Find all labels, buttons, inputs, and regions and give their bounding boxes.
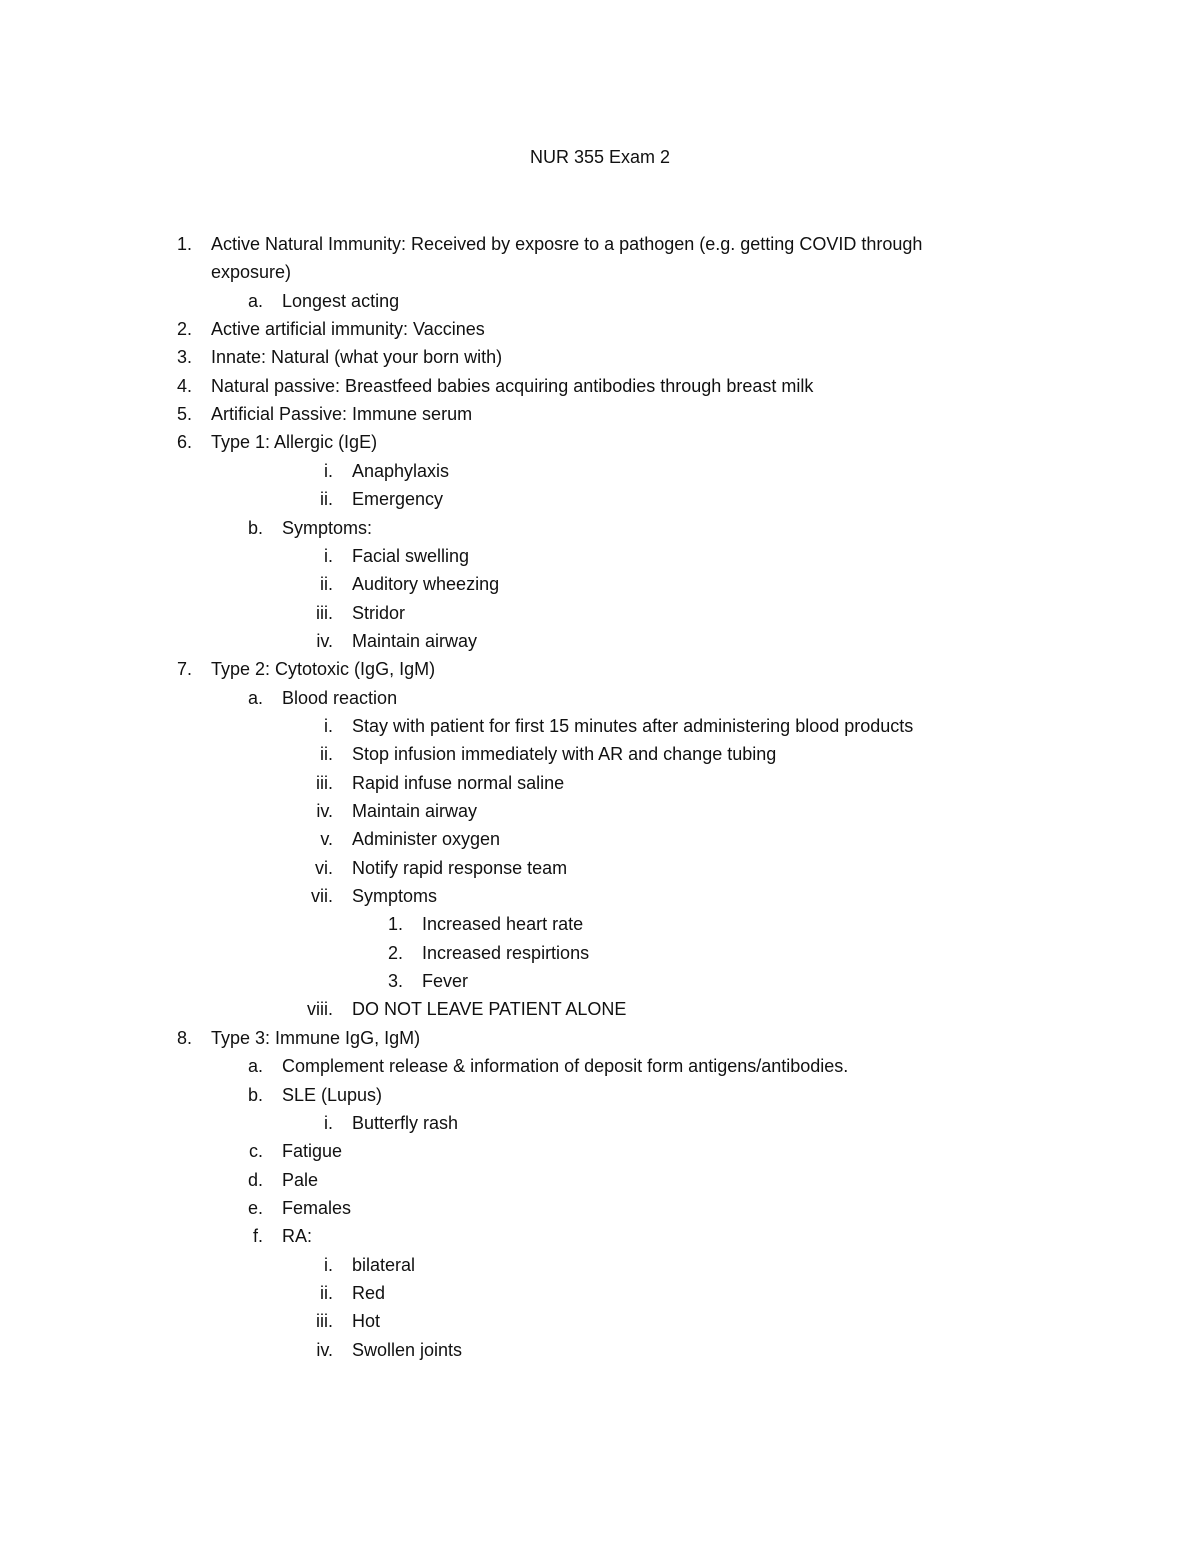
outline-text: DO NOT LEAVE PATIENT ALONE xyxy=(352,999,627,1020)
outline-item xyxy=(0,684,1200,712)
outline-text: Rapid infuse normal saline xyxy=(352,772,565,793)
outline-text: Natural passive: Breastfeed babies acquiring antibodies through breast milk xyxy=(211,375,814,396)
outline-marker: a. xyxy=(247,1056,263,1077)
outline-item xyxy=(0,1251,1200,1279)
outline-marker: 3. xyxy=(176,347,192,368)
outline-marker: iv. xyxy=(316,801,333,821)
outline-marker: 2. xyxy=(176,319,192,340)
outline-marker: a. xyxy=(247,687,263,708)
outline-item xyxy=(0,457,1200,485)
outline-text: Longest acting xyxy=(282,290,400,311)
outline-marker: iii. xyxy=(316,602,333,623)
outline-marker: iv. xyxy=(316,630,333,651)
outline-item xyxy=(0,343,1200,371)
outline-item xyxy=(0,1137,1200,1165)
outline-item xyxy=(0,372,1200,400)
outline-text: Females xyxy=(282,1197,352,1218)
outline-marker: iv. xyxy=(316,1339,333,1360)
outline-item xyxy=(0,740,1200,768)
outline-text: Complement release & information of deposit form antigens/antibodies. xyxy=(282,1056,849,1077)
outline-text: Type 1: Allergic (IgE) xyxy=(211,432,378,453)
outline-text: Symptoms: xyxy=(282,517,373,538)
document-title: NUR 355 Exam 2 xyxy=(529,147,671,167)
outline-text: Facial swelling xyxy=(352,545,470,566)
outline-text: Increased respirtions xyxy=(422,942,590,963)
outline-text: Stay with patient for first 15 minutes after administering blood products xyxy=(352,715,914,736)
outline-text: Innate: Natural (what your born with) xyxy=(211,347,503,368)
outline-marker: v. xyxy=(320,829,333,850)
outline-text: Butterfly rash xyxy=(352,1112,459,1133)
outline-text: Maintain airway xyxy=(352,801,478,821)
outline-item xyxy=(0,428,1200,456)
outline-text: exposure) xyxy=(211,262,292,283)
outline-item xyxy=(0,1166,1200,1194)
outline-text: Red xyxy=(352,1282,386,1303)
outline-marker: vii. xyxy=(311,886,333,907)
outline-marker: 1. xyxy=(387,914,403,935)
outline-marker: e. xyxy=(247,1197,263,1218)
outline-item xyxy=(0,570,1200,598)
outline-text: Fever xyxy=(422,971,469,992)
outline-marker: iii. xyxy=(316,1311,333,1332)
outline-item xyxy=(0,1081,1200,1109)
outline-item xyxy=(0,967,1200,995)
outline-item xyxy=(0,1279,1200,1307)
outline-item xyxy=(0,514,1200,542)
outline-item xyxy=(0,1052,1200,1080)
outline-marker: 7. xyxy=(176,659,192,680)
outline-item xyxy=(0,995,1200,1023)
outline-item xyxy=(0,712,1200,740)
outline-text: Swollen joints xyxy=(352,1339,463,1360)
outline-marker: vi. xyxy=(315,857,333,878)
outline-marker: f. xyxy=(252,1226,263,1247)
outline-item xyxy=(0,939,1200,967)
outline-marker: d. xyxy=(247,1169,263,1190)
outline-item xyxy=(0,315,1200,343)
outline-item xyxy=(0,485,1200,513)
outline-marker: i. xyxy=(324,1112,333,1133)
outline-item xyxy=(0,1109,1200,1137)
outline-item xyxy=(0,797,1200,825)
outline-text: Blood reaction xyxy=(282,687,398,708)
outline-marker: ii. xyxy=(320,489,333,510)
outline-text: Type 3: Immune IgG, IgM) xyxy=(211,1027,421,1048)
outline-marker: i. xyxy=(324,1254,333,1275)
outline-marker: viii. xyxy=(307,999,333,1020)
outline-text: Active Natural Immunity: Received by exposre to a pathogen (e.g. getting COVID through xyxy=(211,234,923,254)
outline-text: Fatigue xyxy=(282,1141,343,1162)
outline-item xyxy=(0,1222,1200,1250)
outline-item xyxy=(0,1024,1200,1052)
outline-text: Active artificial immunity: Vaccines xyxy=(211,319,485,340)
outline-marker: 5. xyxy=(176,404,192,425)
outline-marker: b. xyxy=(247,517,263,538)
outline-text: SLE (Lupus) xyxy=(282,1084,383,1105)
outline-item xyxy=(0,825,1200,853)
outline-text: Increased heart rate xyxy=(422,914,584,935)
outline-item xyxy=(0,882,1200,910)
outline-item xyxy=(0,542,1200,570)
outline-text: bilateral xyxy=(352,1254,416,1275)
outline-marker: ii. xyxy=(320,744,333,765)
outline-marker: iii. xyxy=(316,772,333,793)
outline-text: Stridor xyxy=(352,602,406,623)
outline-item xyxy=(0,910,1200,938)
outline-marker: i. xyxy=(324,545,333,566)
outline-text: Maintain airway xyxy=(352,630,478,651)
outline-text: Administer oxygen xyxy=(352,829,501,850)
outline-text: Notify rapid response team xyxy=(352,857,568,878)
outline-marker: 6. xyxy=(176,432,192,453)
outline-marker: c. xyxy=(248,1141,263,1162)
outline-item xyxy=(0,854,1200,882)
outline-item xyxy=(0,287,1200,315)
outline-marker: 3. xyxy=(387,971,403,992)
outline-text: Emergency xyxy=(352,489,444,510)
outline-text: Hot xyxy=(352,1311,381,1332)
outline-text: Type 2: Cytotoxic (IgG, IgM) xyxy=(211,659,436,680)
outline-item xyxy=(0,599,1200,627)
outline-item xyxy=(0,400,1200,428)
outline-marker: 4. xyxy=(176,375,192,396)
outline-marker: 2. xyxy=(387,942,403,963)
outline-marker: ii. xyxy=(320,574,333,595)
outline-text: Symptoms xyxy=(352,886,438,907)
outline-text: Pale xyxy=(282,1169,319,1190)
outline-item xyxy=(0,258,1200,286)
outline-item xyxy=(0,769,1200,797)
outline-item xyxy=(0,627,1200,655)
outline-marker: 1. xyxy=(176,234,192,254)
outline-text: Auditory wheezing xyxy=(352,574,500,595)
outline-text: Stop infusion immediately with AR and change tubing xyxy=(352,744,777,765)
outline-item xyxy=(0,1336,1200,1364)
outline-marker: i. xyxy=(324,460,333,481)
outline-marker: 8. xyxy=(176,1027,192,1048)
outline-marker: b. xyxy=(247,1084,263,1105)
outline-marker: a. xyxy=(247,290,263,311)
outline-text: Anaphylaxis xyxy=(352,460,450,481)
outline-item xyxy=(0,655,1200,683)
outline-marker: ii. xyxy=(320,1282,333,1303)
outline-text: Artificial Passive: Immune serum xyxy=(211,404,473,425)
outline-marker: i. xyxy=(324,715,333,736)
outline-item xyxy=(0,1307,1200,1335)
outline-text: RA: xyxy=(282,1226,313,1247)
outline-item xyxy=(0,230,1200,258)
outline-item xyxy=(0,1194,1200,1222)
